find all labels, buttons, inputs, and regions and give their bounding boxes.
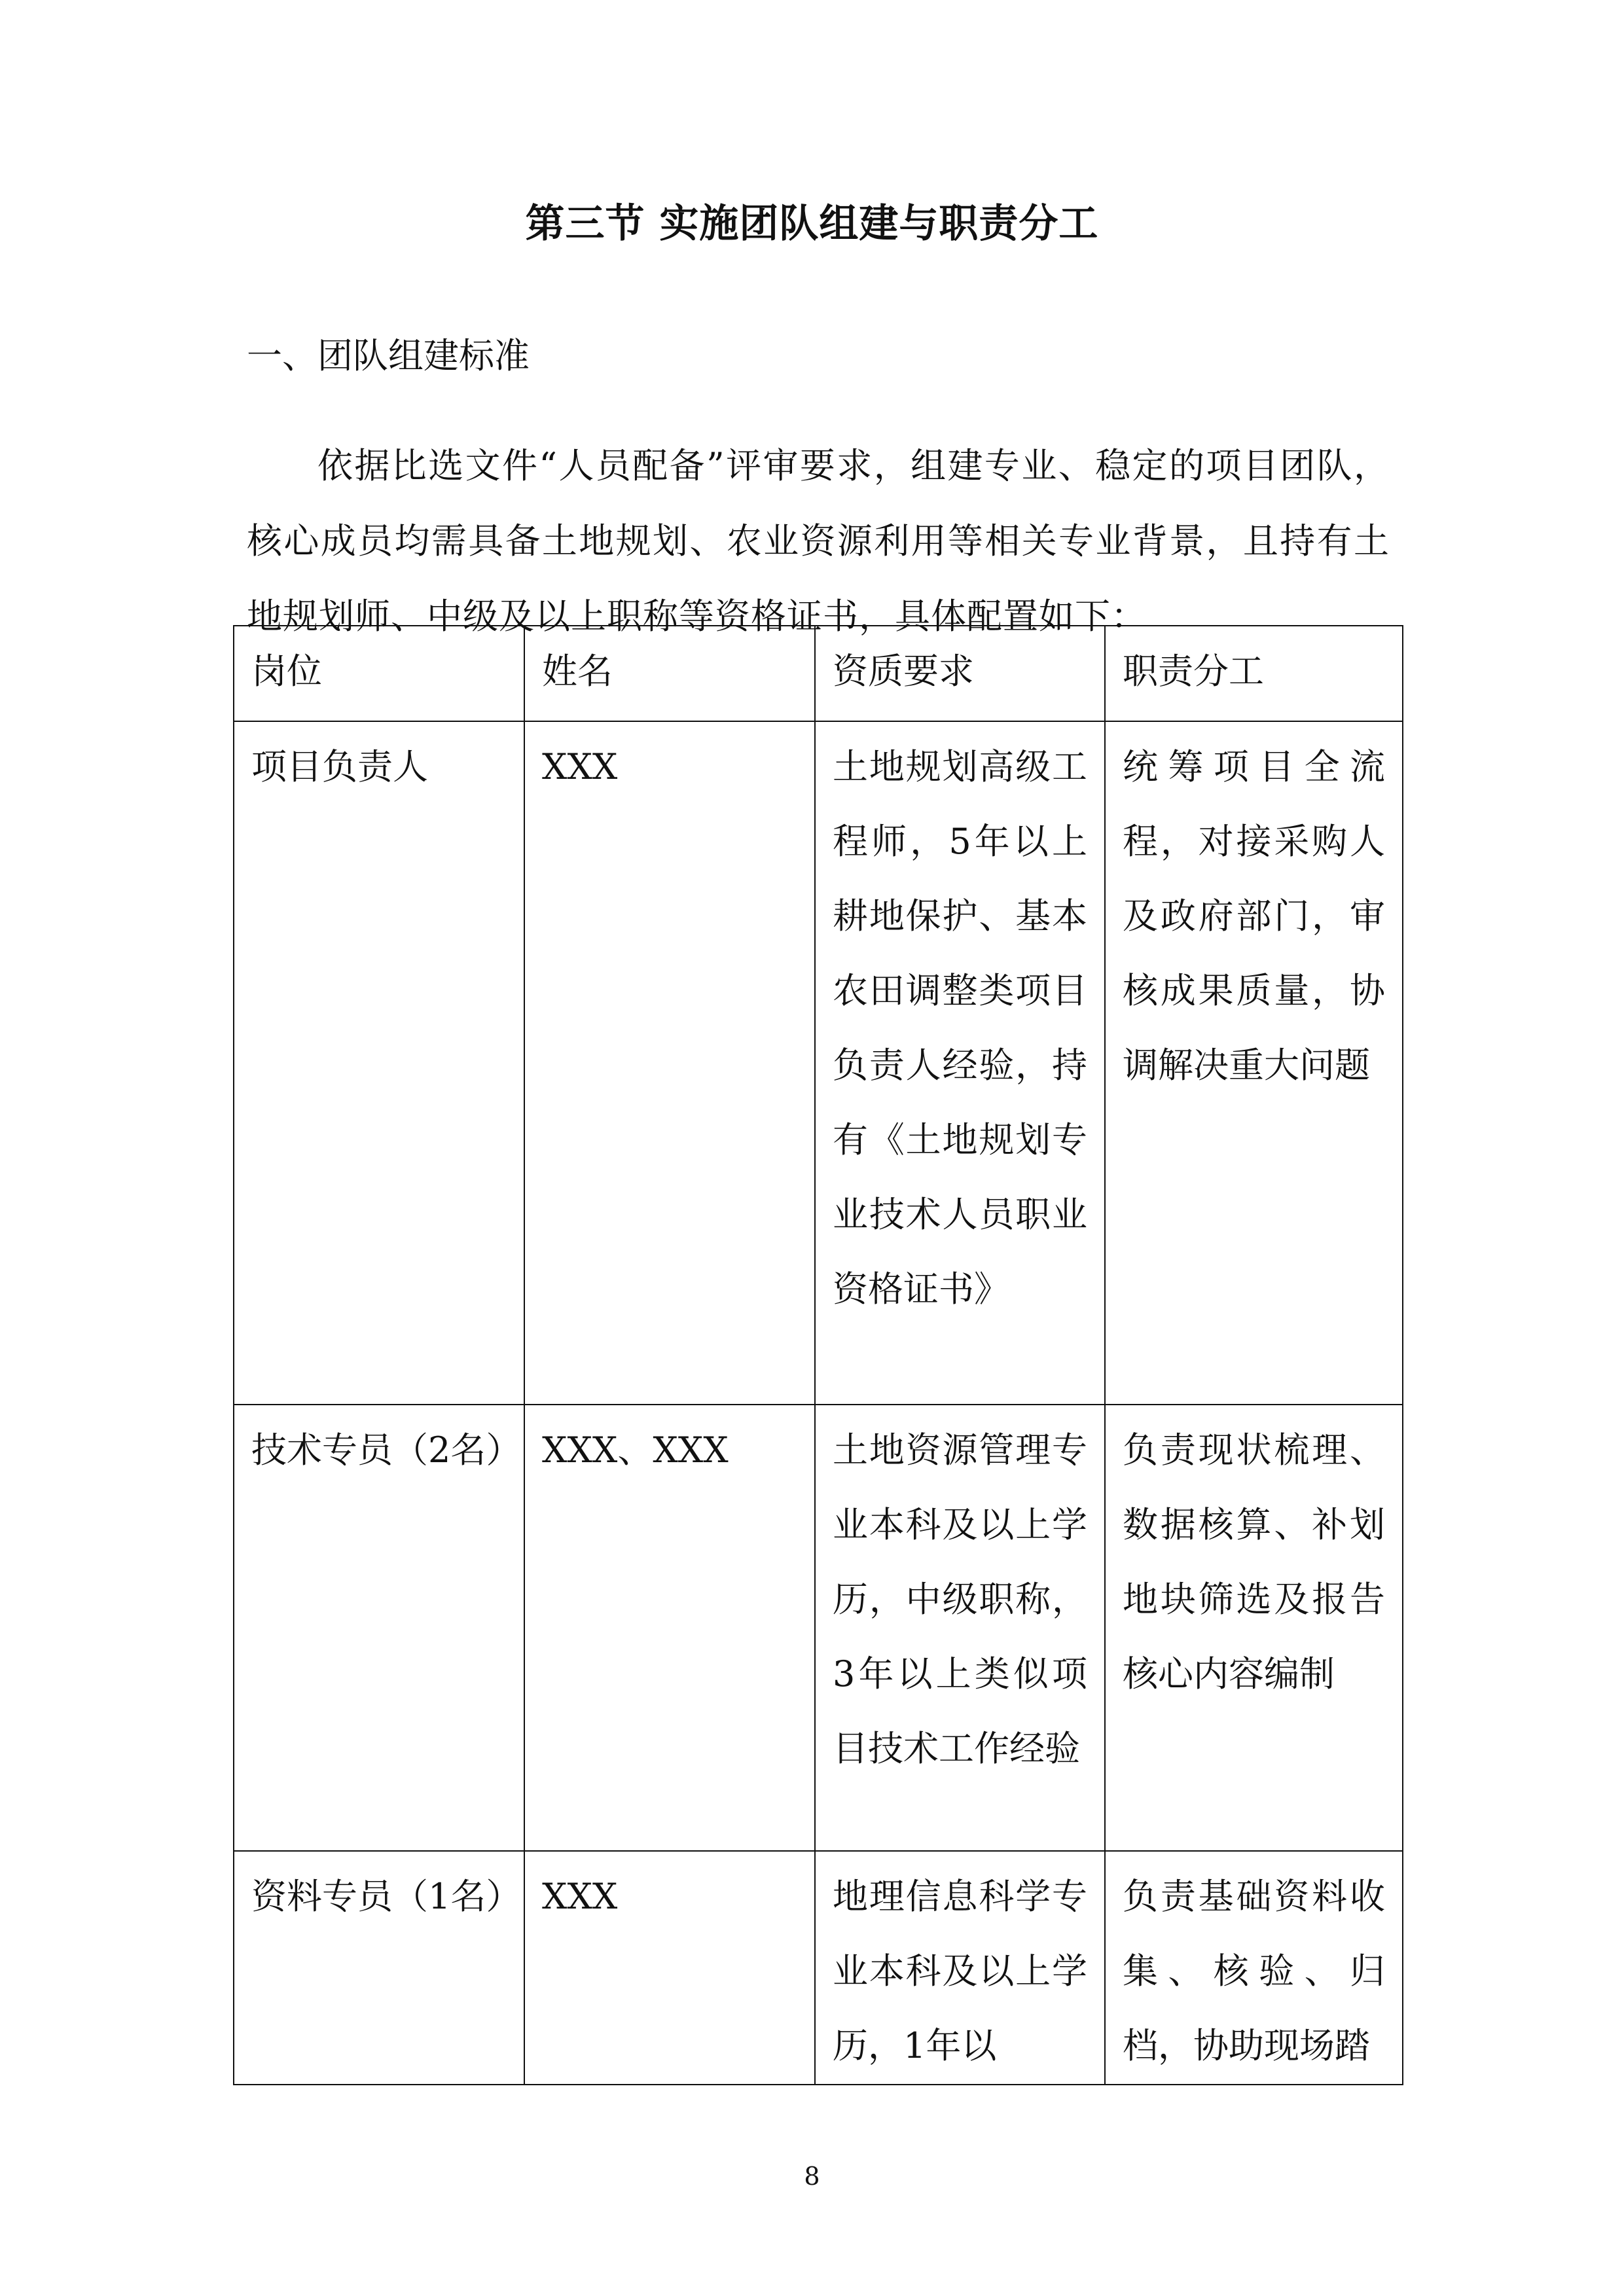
- section-title: 第三节 实施团队组建与职责分工: [525, 201, 1099, 247]
- table-row: [234, 1405, 1403, 1851]
- cell-qualification: [815, 1851, 1105, 2085]
- table-row: [234, 1851, 1403, 2085]
- header-position: 岗位: [234, 626, 524, 721]
- duties-text: 负责基础资料收集、核验、归档，协助现场踏: [1123, 1876, 1385, 2066]
- header-name: 姓名: [524, 626, 815, 721]
- team-staffing-table: [233, 625, 1403, 2085]
- cell-name: XXX、XXX: [524, 1405, 815, 1851]
- subsection-heading: 一、团队组建标准: [247, 335, 530, 376]
- cell-position: 资料专员（1名）: [234, 1851, 524, 2085]
- header-qualification: 资质要求: [815, 626, 1105, 721]
- cell-duties: 负责现状梳理、数据核算、补划地块筛选及报告核心内容编制: [1105, 1405, 1403, 1851]
- cell-position: 项目负责人: [234, 721, 524, 1405]
- table-header-row: [234, 626, 1403, 721]
- cell-duties: 统筹项目全流程，对接采购人及政府部门，审核成果质量，协调解决重大问题: [1105, 721, 1403, 1405]
- cell-position: 技术专员（2名）: [234, 1405, 524, 1851]
- header-duties: 职责分工: [1105, 626, 1403, 721]
- qualification-text: 地理信息科学专业本科及以上学历，1年以: [833, 1876, 1087, 2066]
- cell-name: XXX: [524, 721, 815, 1405]
- cell-duties: [1105, 1851, 1403, 2085]
- cell-qualification: 土地规划高级工程师，5年以上耕地保护、基本农田调整类项目负责人经验，持有《土地规划专业技术人员职业资格证书》: [815, 721, 1105, 1405]
- cell-name: XXX: [524, 1851, 815, 2085]
- intro-paragraph: 依据比选文件“人员配备”评审要求，组建专业、稳定的项目团队，核心成员均需具备土地规划、农业资源利用等相关专业背景，且持有土地规划师、中级及以上职称等资格证书，具体配置如下：: [247, 445, 1390, 637]
- cell-qualification: 土地资源管理专业本科及以上学历，中级职称，3年以上类似项目技术工作经验: [815, 1405, 1105, 1851]
- table-row: [234, 721, 1403, 1405]
- page-number: 8: [804, 2162, 820, 2191]
